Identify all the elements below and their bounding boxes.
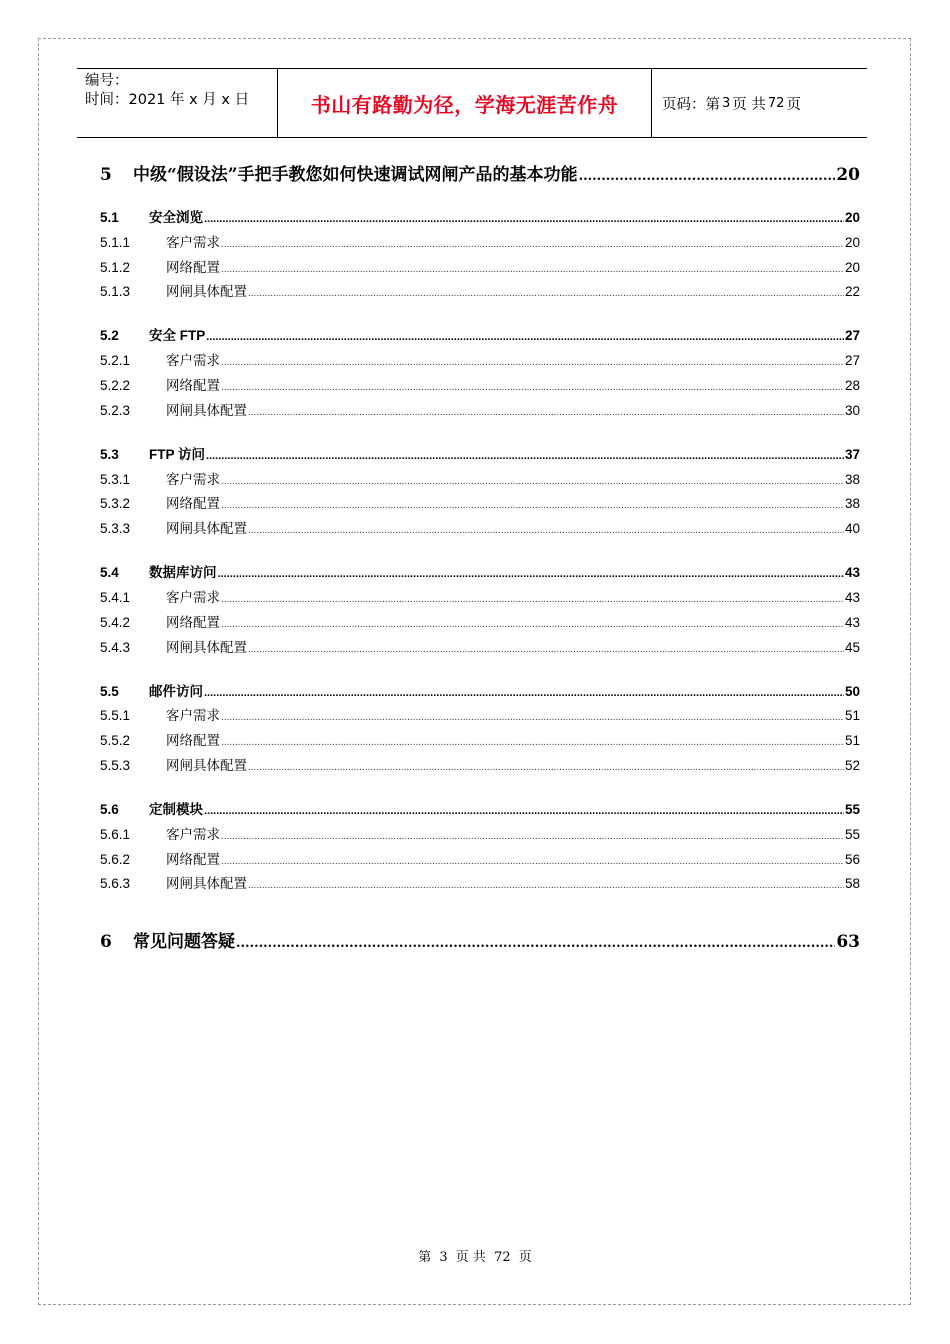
toc-entry-level-2[interactable] [100, 206, 860, 226]
toc-entry-number: 5.4 [100, 565, 119, 581]
toc-entry-page: 37 [844, 446, 860, 462]
toc-entry-page: 38 [844, 496, 860, 512]
toc-entry-title: 安全 FTP [149, 328, 206, 344]
toc-entry-level-3[interactable] [100, 586, 860, 606]
toc-entry-number: 5.5 [100, 683, 119, 699]
toc-entry-page: 22 [844, 284, 860, 300]
toc-entry-page: 63 [836, 932, 860, 953]
toc-entry-level-3[interactable] [100, 374, 860, 394]
toc-dot-leader [206, 328, 844, 343]
toc-entry-level-3[interactable] [100, 729, 860, 749]
footer-current-page: 3 [439, 1250, 448, 1265]
toc-entry-page: 20 [844, 210, 860, 225]
toc-entry-level-1[interactable] [100, 927, 860, 952]
toc-dot-leader [221, 590, 844, 605]
toc-entry-title: 数据库访问 [149, 565, 217, 581]
toc-entry-page: 51 [844, 733, 860, 749]
toc-entry-level-3[interactable] [100, 280, 860, 300]
toc-entry-number: 5.6.1 [100, 826, 131, 842]
toc-entry-number: 5.4.3 [100, 639, 131, 655]
toc-entry-number: 5.2 [100, 328, 119, 344]
toc-entry-page: 27 [844, 353, 860, 369]
toc-entry-number: 5.3 [100, 446, 119, 462]
toc-entry-number: 5.1.3 [100, 284, 131, 300]
toc-entry-title: 客户需求 [166, 234, 220, 250]
toc-entry-number: 5.6.3 [100, 876, 131, 892]
page-footer [0, 1246, 950, 1265]
toc-entry-page: 51 [844, 708, 860, 724]
toc-entry-number: 5.5.3 [100, 758, 131, 773]
header-page-mid: 页 共 [732, 96, 766, 113]
toc-dot-leader [221, 827, 844, 842]
toc-entry-title: 客户需求 [166, 353, 220, 369]
toc-dot-leader [221, 472, 844, 487]
toc-entry-title: 网闸具体配置 [166, 402, 247, 418]
toc-entry-page: 38 [844, 471, 860, 487]
toc-entry-number: 5.1 [100, 210, 119, 225]
toc-entry-page: 45 [844, 639, 860, 655]
toc-entry-page: 20 [836, 165, 860, 185]
toc-entry-number: 5.4.2 [100, 614, 131, 630]
toc-entry-page: 43 [844, 590, 860, 605]
toc-dot-leader [248, 640, 844, 655]
toc-entry-number: 5.4.1 [100, 590, 131, 605]
toc-entry-title: 客户需求 [166, 471, 220, 487]
toc-dot-leader [248, 403, 844, 418]
toc-entry-title: 网闸具体配置 [166, 876, 247, 892]
toc-entry-page: 20 [844, 234, 860, 250]
header-page-info [652, 69, 867, 137]
toc-dot-leader [221, 496, 844, 511]
header-meta [77, 69, 278, 137]
toc-dot-leader [579, 165, 836, 185]
toc-entry-number: 5.3.1 [100, 471, 131, 487]
toc-dot-leader [221, 852, 844, 867]
toc-entry-title: 安全浏览 [149, 210, 203, 225]
toc-dot-leader [248, 521, 844, 536]
toc-entry-title: 网闸具体配置 [166, 521, 247, 537]
toc-entry-title: 邮件访问 [149, 683, 203, 699]
footer-mid: 页 共 [455, 1250, 486, 1265]
toc-entry-title: 客户需求 [166, 826, 220, 842]
header-page-suffix: 页 [786, 96, 801, 113]
toc-dot-leader [236, 932, 835, 952]
toc-entry-level-3[interactable] [100, 848, 860, 868]
toc-entry-level-2[interactable] [100, 798, 860, 818]
toc-entry-level-3[interactable] [100, 872, 860, 892]
toc-entry-page: 55 [844, 826, 860, 842]
toc-entry-title: 网络配置 [166, 259, 220, 275]
toc-entry-number: 5.5.2 [100, 733, 131, 749]
toc-dot-leader [221, 615, 844, 630]
toc-entry-title: 客户需求 [166, 590, 220, 605]
toc-entry-title: 网络配置 [166, 496, 220, 512]
footer-total-pages: 72 [494, 1250, 511, 1265]
toc-entry-level-2[interactable] [100, 324, 860, 344]
toc-entry-level-3[interactable] [100, 704, 860, 724]
toc-entry-page: 40 [844, 521, 860, 537]
toc-entry-page: 20 [844, 259, 860, 275]
toc-dot-leader [221, 378, 844, 393]
toc-dot-leader [248, 758, 844, 773]
toc-entry-title: FTP 访问 [149, 446, 206, 462]
toc-entry-page: 28 [844, 378, 860, 393]
toc-entry-title: 网闸具体配置 [166, 284, 247, 300]
toc-entry-level-3[interactable] [100, 231, 860, 251]
footer-prefix: 第 [418, 1250, 432, 1265]
toc-entry-number: 5 [100, 165, 112, 185]
toc-entry-number: 5.1.2 [100, 259, 131, 275]
toc-entry-number: 5.3.3 [100, 521, 131, 537]
toc-entry-level-2[interactable] [100, 680, 860, 700]
toc-entry-number: 5.6.2 [100, 851, 131, 867]
toc-entry-title: 网闸具体配置 [166, 758, 247, 773]
toc-entry-level-3[interactable] [100, 399, 860, 419]
toc-entry-page: 27 [844, 328, 860, 344]
toc-entry-level-3[interactable] [100, 256, 860, 276]
toc-dot-leader [218, 565, 844, 580]
toc-entry-number: 5.3.2 [100, 496, 131, 512]
toc-dot-leader [221, 708, 844, 723]
toc-entry-level-3[interactable] [100, 754, 860, 774]
toc-entry-title: 常见问题答疑 [133, 932, 235, 953]
toc-entry-level-3[interactable] [100, 636, 860, 656]
toc-entry-title: 网络配置 [166, 851, 220, 867]
toc-dot-leader [248, 284, 844, 299]
toc-entry-level-3[interactable] [100, 349, 860, 369]
toc-entry-title: 网络配置 [166, 614, 220, 630]
toc-entry-page: 56 [844, 851, 860, 867]
toc-entry-title: 定制模块 [149, 802, 203, 817]
toc-dot-leader [204, 802, 844, 817]
toc-dot-leader [248, 876, 844, 891]
toc-entry-page: 58 [844, 876, 860, 892]
toc-entry-page: 50 [844, 683, 860, 699]
toc-entry-title: 网络配置 [166, 378, 220, 393]
toc-entry-number: 5.2.1 [100, 353, 131, 369]
toc-entry-page: 55 [844, 802, 860, 817]
header-motto: 书山有路勤为径，学海无涯苦作舟 [278, 69, 652, 137]
toc-entry-number: 6 [100, 932, 112, 953]
page-header [77, 68, 867, 138]
toc-entry-level-2[interactable] [100, 443, 860, 463]
header-page-prefix: 页码：第 [662, 96, 720, 113]
toc-entry-level-3[interactable] [100, 517, 860, 537]
number-label: 编号： [85, 73, 129, 89]
toc-entry-number: 5.2.2 [100, 378, 131, 393]
page-frame [38, 38, 911, 1305]
toc-entry-page: 52 [844, 758, 860, 773]
toc-entry-level-3[interactable] [100, 611, 860, 631]
toc-entry-level-1[interactable] [100, 160, 860, 185]
toc-entry-title: 网闸具体配置 [166, 639, 247, 655]
toc-entry-page: 43 [844, 565, 860, 581]
header-page-current: 3 [722, 95, 731, 111]
toc-dot-leader [221, 353, 844, 368]
footer-suffix: 页 [518, 1250, 532, 1265]
toc-entry-level-2[interactable] [100, 561, 860, 581]
toc-entry-title: 网络配置 [166, 733, 220, 749]
toc-dot-leader [221, 260, 844, 275]
toc-entry-number: 5.6 [100, 802, 119, 817]
toc-entry-level-3[interactable] [100, 492, 860, 512]
toc-entry-number: 5.2.3 [100, 402, 131, 418]
header-page-total: 72 [767, 95, 785, 111]
toc-dot-leader [221, 733, 844, 748]
toc-entry-number: 5.1.1 [100, 234, 131, 250]
toc-dot-leader [204, 684, 844, 699]
toc-dot-leader [204, 210, 844, 225]
toc-entry-page: 43 [844, 614, 860, 630]
date-label: 时间：2021 年 x 月 x 日 [85, 92, 250, 108]
toc-entry-level-3[interactable] [100, 468, 860, 488]
toc-entry-title: 中级“假设法”手把手教您如何快速调试网闸产品的基本功能 [133, 165, 578, 185]
toc-entry-number: 5.5.1 [100, 708, 131, 724]
toc-entry-page: 30 [844, 402, 860, 418]
toc-entry-title: 客户需求 [166, 708, 220, 724]
toc-dot-leader [206, 447, 844, 462]
toc-dot-leader [221, 235, 844, 250]
toc-entry-level-3[interactable] [100, 823, 860, 843]
